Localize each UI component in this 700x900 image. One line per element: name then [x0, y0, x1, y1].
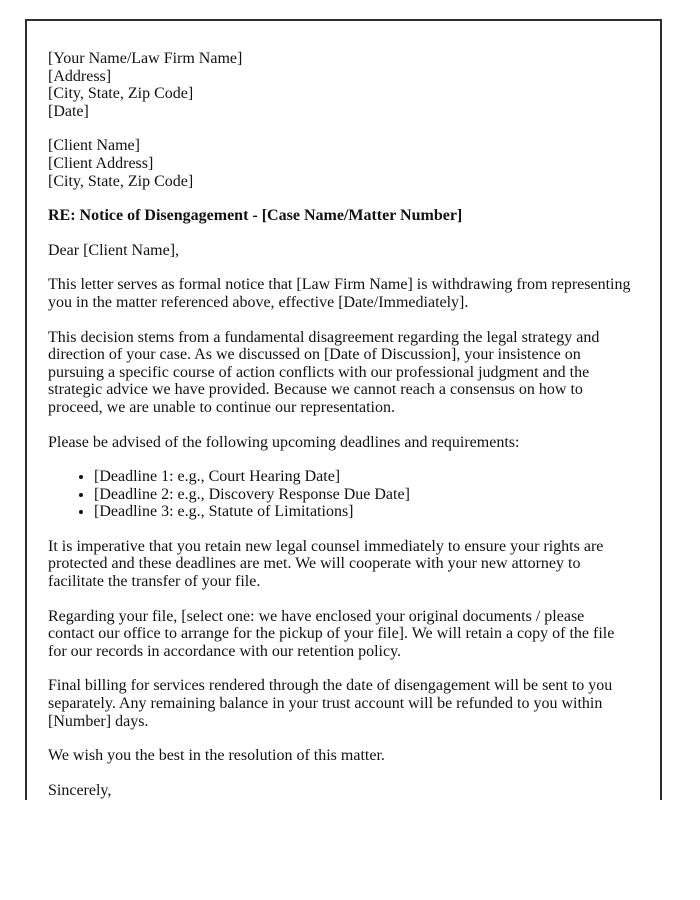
paragraph-file-handling: Regarding your file, [select one: we have enclosed your original documents / please contact our office to arrange for the pickup of your file]. We will retain a copy of the file for our records in accordance with our retention policy. [48, 607, 615, 660]
recipient-address-line: [Client Address] [48, 154, 154, 172]
deadline-list [48, 468, 635, 521]
sender-address-block [48, 50, 635, 120]
list-item: • [Deadline 3: e.g., Statute of Limitations] [94, 503, 635, 521]
paragraph-new-counsel: It is imperative that you retain new legal counsel immediately to ensure your rights are protected and these deadlines are met. We will cooperate with your new attorney to facilitate the transfer of your file. [48, 537, 604, 591]
sender-city-line: [City, State, Zip Code] [48, 85, 194, 103]
paragraph-intro: This letter serves as formal notice that [Law Firm Name] is withdrawing from representing you in the matter referenced above, effective [Date/Immediately]. [48, 276, 631, 311]
list-item: • [Deadline 2: e.g., Discovery Response Due Date] [94, 486, 635, 504]
recipient-name-line: [Client Name] [48, 137, 140, 155]
recipient-city-line: [City, State, Zip Code] [48, 172, 194, 190]
closing-line: Sincerely, [48, 781, 112, 799]
letter-date-line: [Date] [48, 102, 89, 120]
sender-address-line: [Address] [48, 67, 112, 85]
sender-name-line: [Your Name/Law Firm Name] [48, 50, 243, 67]
paragraph-deadlines-intro: Please be advised of the following upcoming deadlines and requirements: [48, 433, 520, 451]
recipient-address-block [48, 137, 635, 190]
paragraph-billing: Final billing for services rendered through the date of disengagement will be sent to you separately. Any remaining balance in your trust account will be refunded to you within [Number] days. [48, 677, 613, 730]
subject-line: RE: Notice of Disengagement - [Case Name/Matter Number] [48, 207, 463, 225]
letter-container [25, 19, 662, 800]
list-item: • [Deadline 1: e.g., Court Hearing Date] [94, 468, 635, 486]
paragraph-well-wishes: We wish you the best in the resolution of this matter. [48, 747, 385, 765]
paragraph-reason: This decision stems from a fundamental disagreement regarding the legal strategy and direction of your case. As we discussed on [Date of Discussion], your insistence on pursuing a specific course of action conflicts with our professional judgment and the strategic advice we have provided. Because we cannot reach a consensus on how to proceed, we are unable to continue our representation. [48, 328, 600, 416]
salutation: Dear [Client Name], [48, 241, 180, 259]
